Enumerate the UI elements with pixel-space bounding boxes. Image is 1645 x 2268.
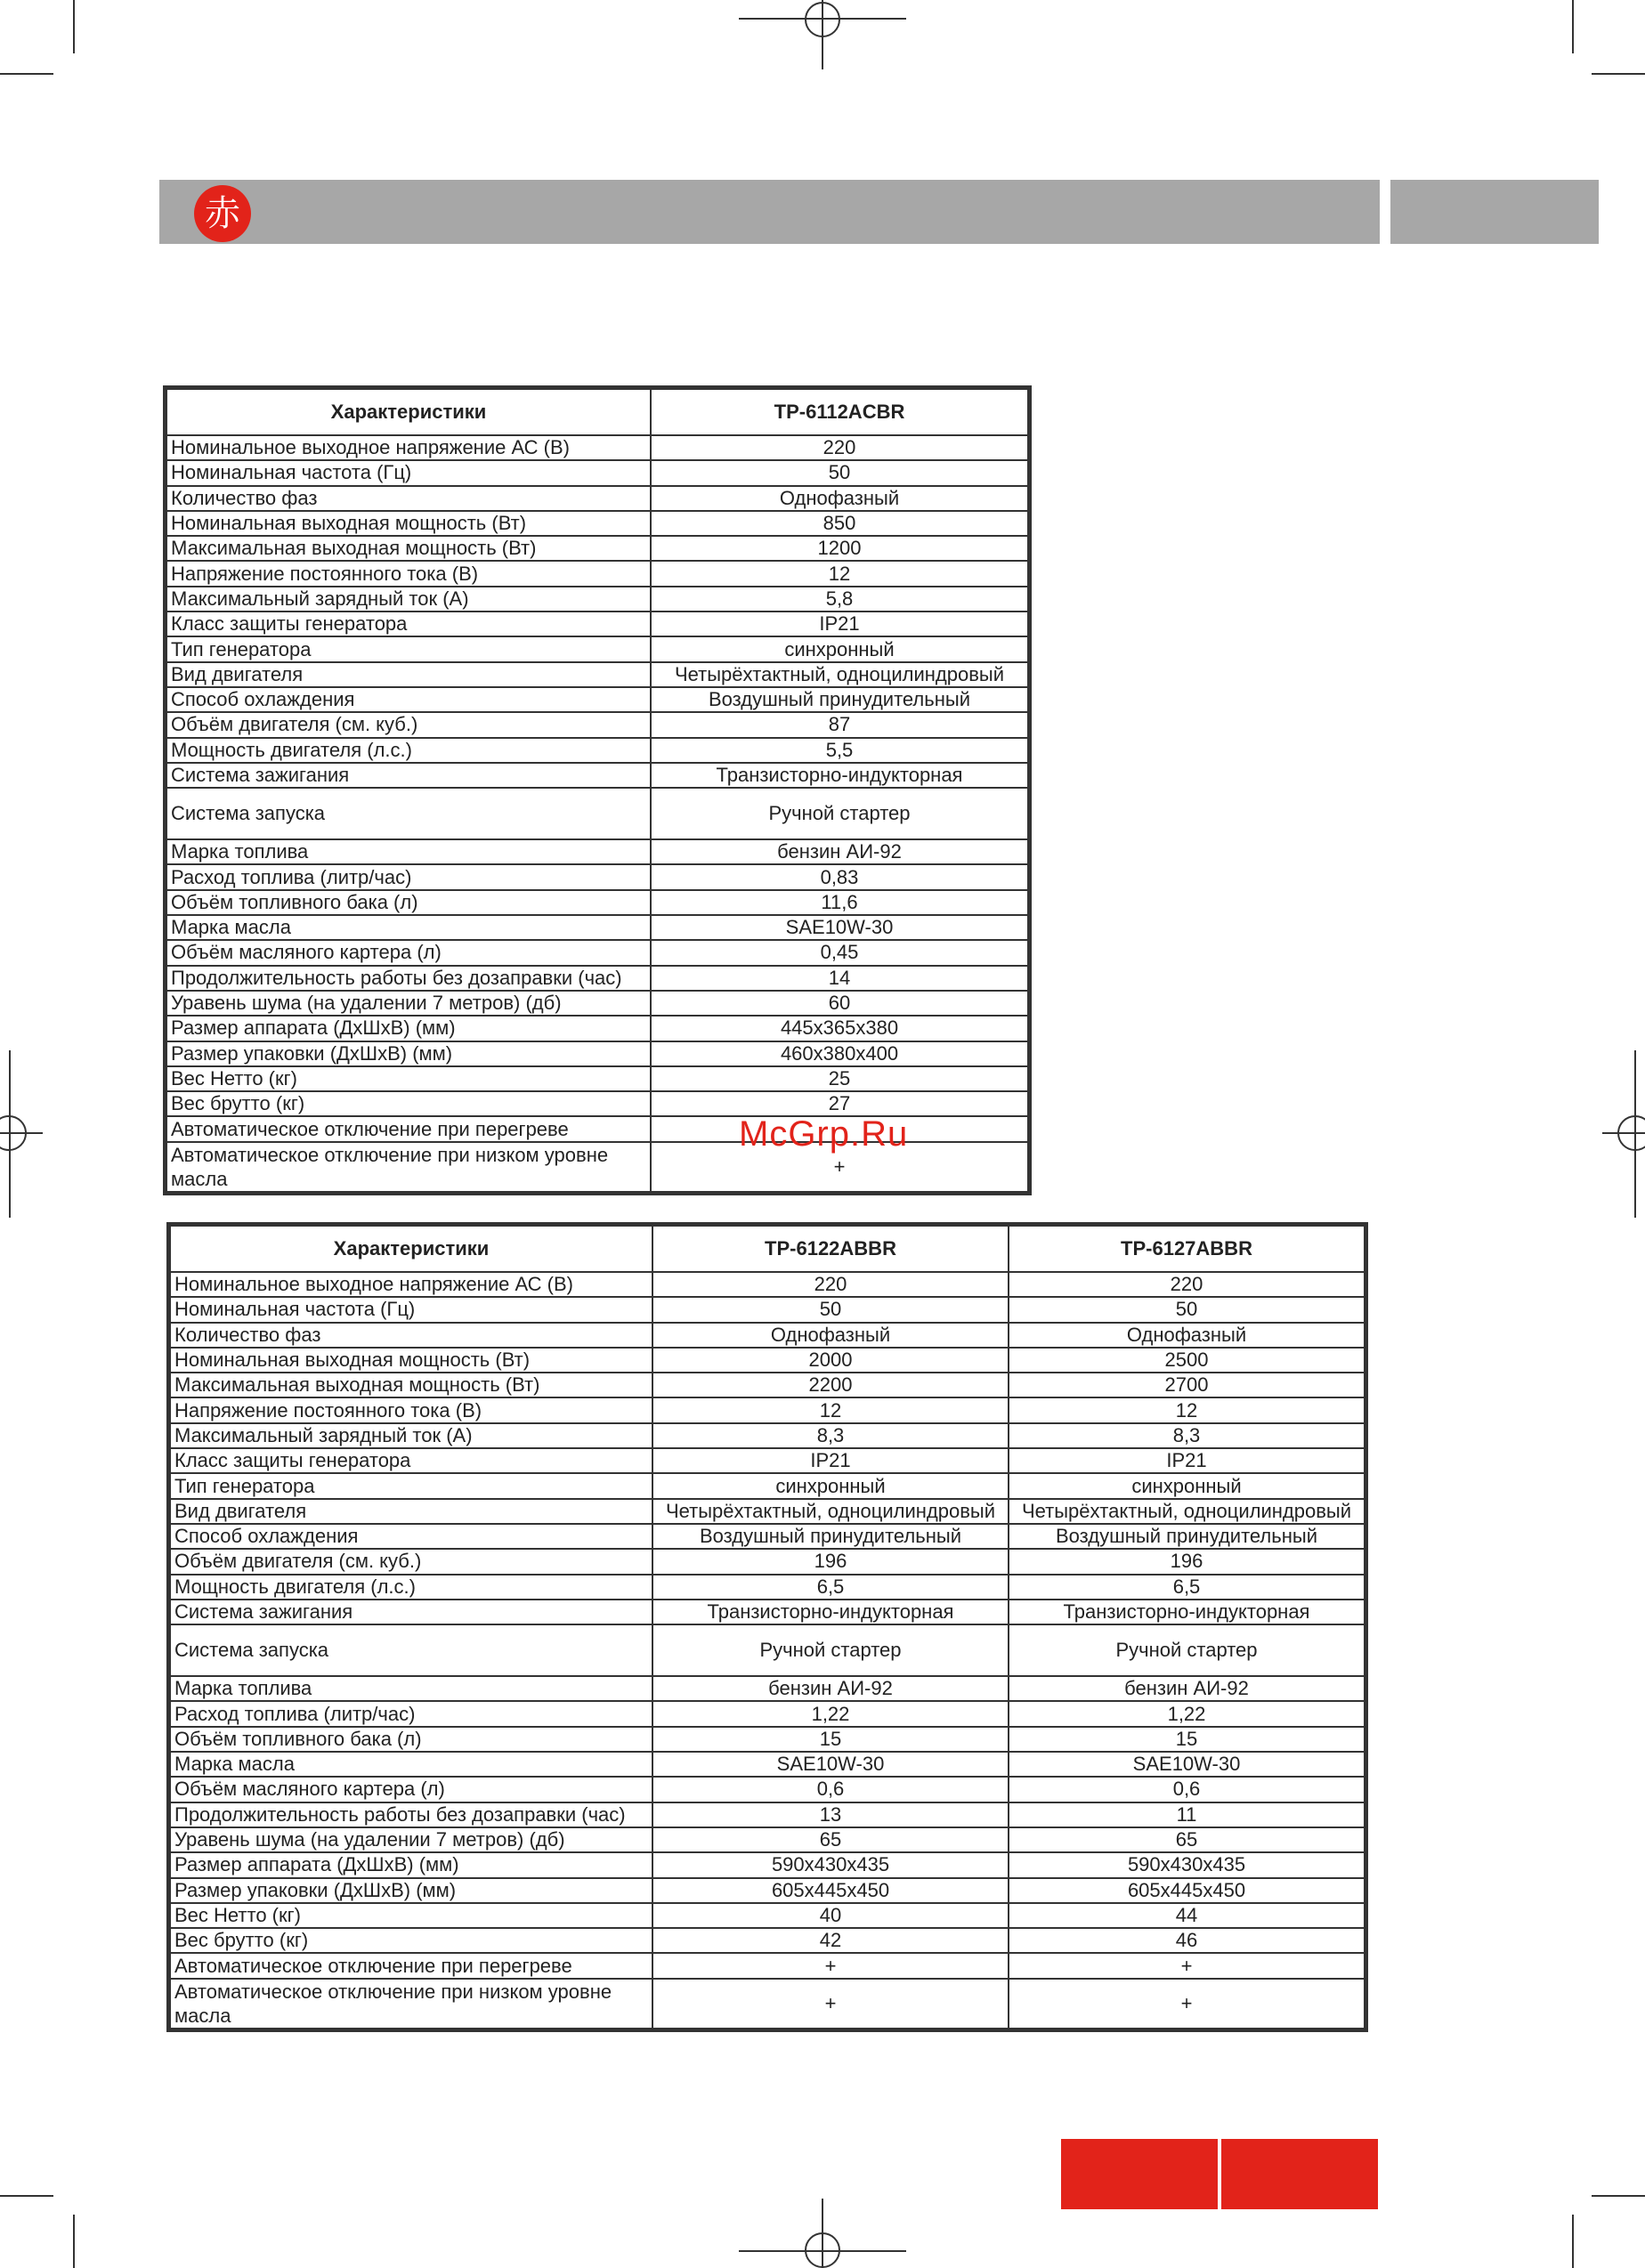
row-value: IP21 (652, 1448, 1009, 1473)
row-value: 5,5 (651, 738, 1028, 763)
row-label: Марка масла (166, 915, 651, 940)
table-row (166, 940, 1028, 965)
row-value: 460x380x400 (651, 1041, 1028, 1066)
row-label: Автоматическое отключение при перегреве (170, 1953, 652, 1978)
row-value: 445x365x380 (651, 1016, 1028, 1041)
column-header-characteristics: Характеристики (166, 389, 651, 435)
header-band (159, 180, 1380, 244)
row-label: Номинальное выходное напряжение АС (В) (166, 435, 651, 460)
row-label: Объём масляного картера (л) (170, 1777, 652, 1802)
table-row (166, 435, 1028, 460)
row-value: Воздушный принудительный (652, 1524, 1009, 1549)
row-value: бензин АИ-92 (652, 1676, 1009, 1701)
row-value: SAE10W-30 (652, 1752, 1009, 1777)
row-label: Вес Нетто (кг) (166, 1066, 651, 1091)
table-row (166, 1041, 1028, 1066)
row-value: 14 (651, 966, 1028, 991)
row-value: 50 (652, 1297, 1009, 1322)
table-row (170, 1397, 1365, 1422)
row-label: Продолжительность работы без дозаправки (час) (170, 1802, 652, 1827)
table-row (170, 1297, 1365, 1322)
row-label: Система зажигания (170, 1600, 652, 1624)
row-value: 2500 (1009, 1348, 1365, 1373)
table-row (170, 1373, 1365, 1397)
row-value: 44 (1009, 1903, 1365, 1928)
row-label: Автоматическое отключение при низком уровне масла (166, 1142, 651, 1192)
table-row (170, 1323, 1365, 1348)
table-row (170, 1878, 1365, 1903)
row-value: 2200 (652, 1373, 1009, 1397)
row-value: Однофазный (652, 1323, 1009, 1348)
row-value: 11,6 (651, 890, 1028, 915)
row-label: Класс защиты генератора (166, 612, 651, 636)
row-value: SAE10W-30 (1009, 1752, 1365, 1777)
row-value: Воздушный принудительный (651, 687, 1028, 712)
table-row (170, 1928, 1365, 1953)
row-label: Вид двигателя (166, 662, 651, 687)
row-value: 0,6 (652, 1777, 1009, 1802)
row-value: 27 (651, 1091, 1028, 1116)
table-row (170, 1827, 1365, 1852)
row-value: + (652, 1979, 1009, 2029)
row-value: 1200 (651, 536, 1028, 561)
column-header-model: TP-6122ABBR (652, 1226, 1009, 1272)
row-value: Транзисторно-индукторная (652, 1600, 1009, 1624)
table-row (170, 1448, 1365, 1473)
table-row (170, 1575, 1365, 1600)
row-value: 15 (652, 1727, 1009, 1752)
row-label: Размер упаковки (ДхШхВ) (мм) (170, 1878, 652, 1903)
table-row (166, 536, 1028, 561)
row-label: Уравень шума (на удалении 7 метров) (дб) (170, 1827, 652, 1852)
row-value: 220 (652, 1272, 1009, 1297)
table-row (166, 991, 1028, 1016)
brand-logo: 赤 (194, 185, 251, 242)
table-row (170, 1903, 1365, 1928)
row-value: 0,45 (651, 940, 1028, 965)
row-value: 65 (1009, 1827, 1365, 1852)
row-value: Четырёхтактный, одноцилиндровый (652, 1499, 1009, 1524)
row-label: Количество фаз (170, 1323, 652, 1348)
row-label: Тип генератора (170, 1473, 652, 1498)
row-value: + (652, 1953, 1009, 1978)
table-row (170, 1600, 1365, 1624)
table-row (170, 1727, 1365, 1752)
row-label: Класс защиты генератора (170, 1448, 652, 1473)
row-value: 605x445x450 (652, 1878, 1009, 1903)
table-row (170, 1499, 1365, 1524)
row-label: Объём двигателя (см. куб.) (170, 1549, 652, 1574)
row-label: Номинальная частота (Гц) (166, 460, 651, 485)
row-value: 1,22 (652, 1701, 1009, 1726)
footer-accent-block-right (1221, 2139, 1378, 2209)
row-value: 40 (652, 1903, 1009, 1928)
table-row (166, 712, 1028, 737)
table-row (166, 1091, 1028, 1116)
row-label: Способ охлаждения (170, 1524, 652, 1549)
row-value: 6,5 (652, 1575, 1009, 1600)
row-value: 220 (1009, 1272, 1365, 1297)
header-side-band (1390, 180, 1599, 244)
row-label: Размер аппарата (ДхШхВ) (мм) (170, 1852, 652, 1877)
table-row (170, 1549, 1365, 1574)
row-value: 196 (652, 1549, 1009, 1574)
table-row (166, 738, 1028, 763)
row-value: 13 (652, 1802, 1009, 1827)
row-label: Автоматическое отключение при перегреве (166, 1116, 651, 1141)
table-row (166, 486, 1028, 511)
spec-table-1 (166, 388, 1029, 1193)
row-value: Ручной стартер (652, 1624, 1009, 1676)
row-value: 11 (1009, 1802, 1365, 1827)
row-label: Объём топливного бака (л) (170, 1727, 652, 1752)
table-row (166, 1016, 1028, 1041)
table-row (166, 763, 1028, 788)
row-label: Размер аппарата (ДхШхВ) (мм) (166, 1016, 651, 1041)
row-value: 590x430x435 (652, 1852, 1009, 1877)
row-value: 2000 (652, 1348, 1009, 1373)
row-value: 590x430x435 (1009, 1852, 1365, 1877)
row-value: 605x445x450 (1009, 1878, 1365, 1903)
table-row (166, 636, 1028, 661)
row-label: Автоматическое отключение при низком уровне масла (170, 1979, 652, 2029)
row-value: Транзисторно-индукторная (651, 763, 1028, 788)
row-label: Марка масла (170, 1752, 652, 1777)
row-value: 42 (652, 1928, 1009, 1953)
row-label: Максимальная выходная мощность (Вт) (170, 1373, 652, 1397)
row-value: + (1009, 1979, 1365, 2029)
row-value: + (651, 1142, 1028, 1192)
table-row (166, 915, 1028, 940)
row-label: Продолжительность работы без дозаправки (час) (166, 966, 651, 991)
row-label: Вес Нетто (кг) (170, 1903, 652, 1928)
row-value: Четырёхтактный, одноцилиндровый (1009, 1499, 1365, 1524)
row-value: синхронный (651, 636, 1028, 661)
row-value: 220 (651, 435, 1028, 460)
table-row (166, 561, 1028, 586)
row-value: Воздушный принудительный (1009, 1524, 1365, 1549)
row-value: 50 (1009, 1297, 1365, 1322)
table-row (170, 1272, 1365, 1297)
row-label: Максимальная выходная мощность (Вт) (166, 536, 651, 561)
row-label: Напряжение постоянного тока (В) (166, 561, 651, 586)
footer-accent-block-left (1061, 2139, 1218, 2209)
row-value: синхронный (1009, 1473, 1365, 1498)
row-value: 60 (651, 991, 1028, 1016)
table-row (166, 511, 1028, 536)
row-value: 12 (1009, 1397, 1365, 1422)
row-value: Четырёхтактный, одноцилиндровый (651, 662, 1028, 687)
row-value: бензин АИ-92 (1009, 1676, 1365, 1701)
table-row (170, 1979, 1365, 2029)
table-row (166, 662, 1028, 687)
watermark: McGrp.Ru (739, 1114, 909, 1154)
row-label: Система запуска (166, 788, 651, 839)
row-value: 1,22 (1009, 1701, 1365, 1726)
column-header-model: TP-6112ACBR (651, 389, 1028, 435)
row-value: 6,5 (1009, 1575, 1365, 1600)
row-label: Мощность двигателя (л.с.) (170, 1575, 652, 1600)
row-label: Количество фаз (166, 486, 651, 511)
row-value: 12 (651, 561, 1028, 586)
table-row (170, 1701, 1365, 1726)
row-value: 8,3 (1009, 1423, 1365, 1448)
row-label: Размер упаковки (ДхШхВ) (мм) (166, 1041, 651, 1066)
table-row (166, 612, 1028, 636)
row-label: Тип генератора (166, 636, 651, 661)
row-label: Номинальное выходное напряжение АС (В) (170, 1272, 652, 1297)
row-label: Система запуска (170, 1624, 652, 1676)
row-value: Ручной стартер (1009, 1624, 1365, 1676)
table-row (170, 1777, 1365, 1802)
table-row (170, 1953, 1365, 1978)
table-row (166, 687, 1028, 712)
row-value: + (1009, 1953, 1365, 1978)
row-label: Номинальная частота (Гц) (170, 1297, 652, 1322)
row-label: Способ охлаждения (166, 687, 651, 712)
table-row (170, 1524, 1365, 1549)
row-value: IP21 (1009, 1448, 1365, 1473)
row-value: Транзисторно-индукторная (1009, 1600, 1365, 1624)
row-label: Максимальный зарядный ток (А) (166, 587, 651, 612)
row-value: IP21 (651, 612, 1028, 636)
row-label: Марка топлива (170, 1676, 652, 1701)
row-label: Максимальный зарядный ток (А) (170, 1423, 652, 1448)
row-label: Объём масляного картера (л) (166, 940, 651, 965)
row-label: Номинальная выходная мощность (Вт) (170, 1348, 652, 1373)
row-value: 2700 (1009, 1373, 1365, 1397)
row-value: бензин АИ-92 (651, 839, 1028, 864)
row-value: 15 (1009, 1727, 1365, 1752)
row-label: Расход топлива (литр/час) (166, 864, 651, 889)
table-row (170, 1676, 1365, 1701)
row-label: Номинальная выходная мощность (Вт) (166, 511, 651, 536)
row-label: Вес брутто (кг) (166, 1091, 651, 1116)
row-label: Система зажигания (166, 763, 651, 788)
table-row (166, 1066, 1028, 1091)
table-row (166, 864, 1028, 889)
table-row (166, 839, 1028, 864)
table-row (170, 1473, 1365, 1498)
column-header-characteristics: Характеристики (170, 1226, 652, 1272)
row-value: 0,6 (1009, 1777, 1365, 1802)
table-row (166, 460, 1028, 485)
column-header-model: TP-6127ABBR (1009, 1226, 1365, 1272)
row-value: 8,3 (652, 1423, 1009, 1448)
row-value: 65 (652, 1827, 1009, 1852)
row-value: Однофазный (651, 486, 1028, 511)
row-value: 50 (651, 460, 1028, 485)
row-value: SAE10W-30 (651, 915, 1028, 940)
row-label: Объём двигателя (см. куб.) (166, 712, 651, 737)
row-label: Напряжение постоянного тока (В) (170, 1397, 652, 1422)
table-row (170, 1852, 1365, 1877)
row-value: 87 (651, 712, 1028, 737)
row-label: Расход топлива (литр/час) (170, 1701, 652, 1726)
table-row (166, 587, 1028, 612)
table-row (166, 966, 1028, 991)
table-row (170, 1802, 1365, 1827)
row-value: 12 (652, 1397, 1009, 1422)
table-row (170, 1423, 1365, 1448)
row-label: Вид двигателя (170, 1499, 652, 1524)
table-row (166, 890, 1028, 915)
row-value: 0,83 (651, 864, 1028, 889)
table-row (170, 1752, 1365, 1777)
row-value: 5,8 (651, 587, 1028, 612)
row-value: синхронный (652, 1473, 1009, 1498)
table-row (166, 788, 1028, 839)
row-value: 46 (1009, 1928, 1365, 1953)
table-row (170, 1624, 1365, 1676)
row-label: Уравень шума (на удалении 7 метров) (дб) (166, 991, 651, 1016)
row-value: Однофазный (1009, 1323, 1365, 1348)
row-label: Марка топлива (166, 839, 651, 864)
table-row (170, 1348, 1365, 1373)
row-label: Мощность двигателя (л.с.) (166, 738, 651, 763)
row-value: 25 (651, 1066, 1028, 1091)
spec-table-2 (169, 1225, 1365, 2029)
row-value: 850 (651, 511, 1028, 536)
row-label: Объём топливного бака (л) (166, 890, 651, 915)
row-label: Вес брутто (кг) (170, 1928, 652, 1953)
row-value: Ручной стартер (651, 788, 1028, 839)
row-value: 196 (1009, 1549, 1365, 1574)
